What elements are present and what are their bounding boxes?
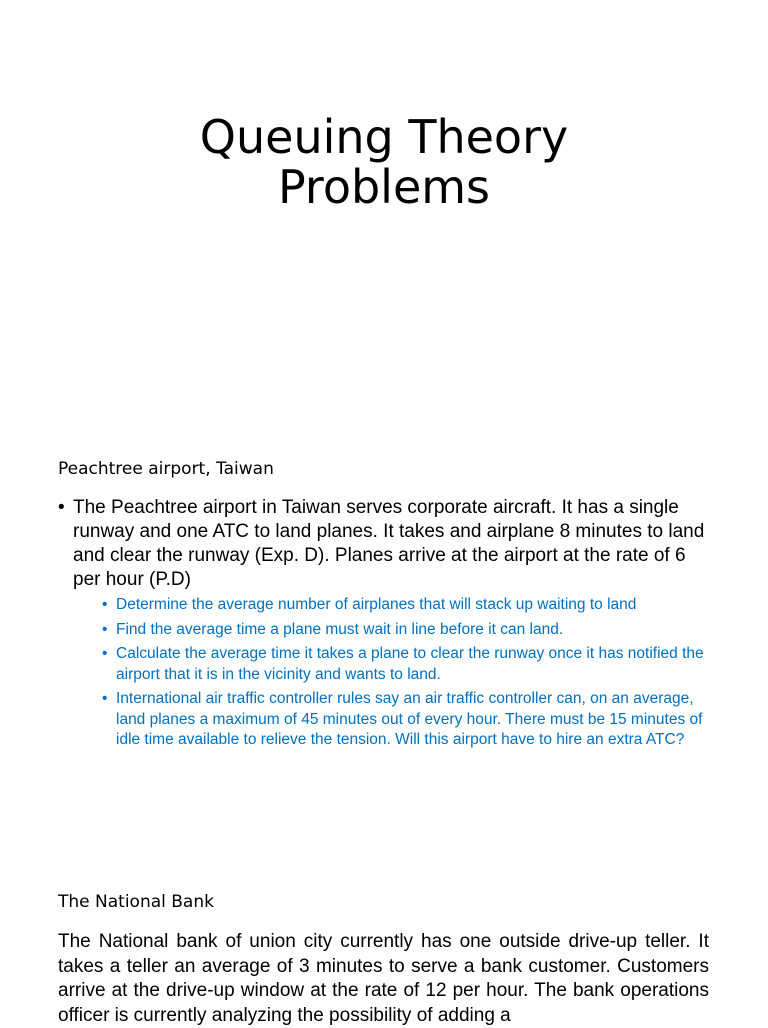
- sub-bullet-text: Find the average time a plane must wait in line before it can land.: [116, 620, 564, 638]
- sub-bullet-dot: •: [102, 596, 108, 613]
- section-heading-national-bank: The National Bank: [58, 892, 214, 912]
- sub-bullet-text: International air traffic controller rules say an air traffic controller can, on an average, land planes a maximum of 45 minutes out of every hour. There must be 15 minutes of idle time available to relieve the tension. Will this airport have to hire an extra ATC?: [116, 690, 703, 748]
- section-heading-peachtree: Peachtree airport, Taiwan: [58, 459, 274, 479]
- sub-bullet-text: Determine the average number of airplanes that will stack up waiting to land: [116, 596, 637, 613]
- sub-bullet-dot: •: [102, 620, 108, 638]
- sub-bullet-text: Calculate the average time it takes a plane to clear the runway once it has notified the airport that it is in the vicinity and wants to land.: [116, 645, 704, 683]
- national-bank-paragraph: The National bank of union city currently has one outside drive-up teller. It takes a teller an average of 3 minutes to serve a bank customer. Customers arrive at the drive-up window at the rate of 12 per hour. The bank operations officer is currently analyzing the possibility of adding a: [58, 931, 709, 1026]
- slide-title: [0, 112, 768, 212]
- bullet-dot: •: [58, 497, 65, 518]
- sub-bullet-item: [102, 620, 718, 641]
- sub-bullet-item: [102, 644, 718, 685]
- peachtree-sub-bullet-list: [73, 595, 718, 751]
- peachtree-bullet-list: [58, 496, 718, 755]
- sub-bullet-item: [102, 689, 718, 751]
- peachtree-main-bullet: [58, 496, 718, 751]
- sub-bullet-item: [102, 595, 718, 616]
- title-line-2: Problems: [277, 160, 491, 214]
- title-line-1: Queuing Theory: [199, 110, 569, 164]
- sub-bullet-dot: •: [102, 645, 108, 662]
- peachtree-problem-text: The Peachtree airport in Taiwan serves corporate aircraft. It has a single runway and one ATC to land planes. It takes and airplane 8 minutes to land and clear the runway (Exp. D). Planes arrive at the airport at the rate of 6 per hour (P.D): [73, 497, 705, 590]
- sub-bullet-dot: •: [102, 690, 108, 707]
